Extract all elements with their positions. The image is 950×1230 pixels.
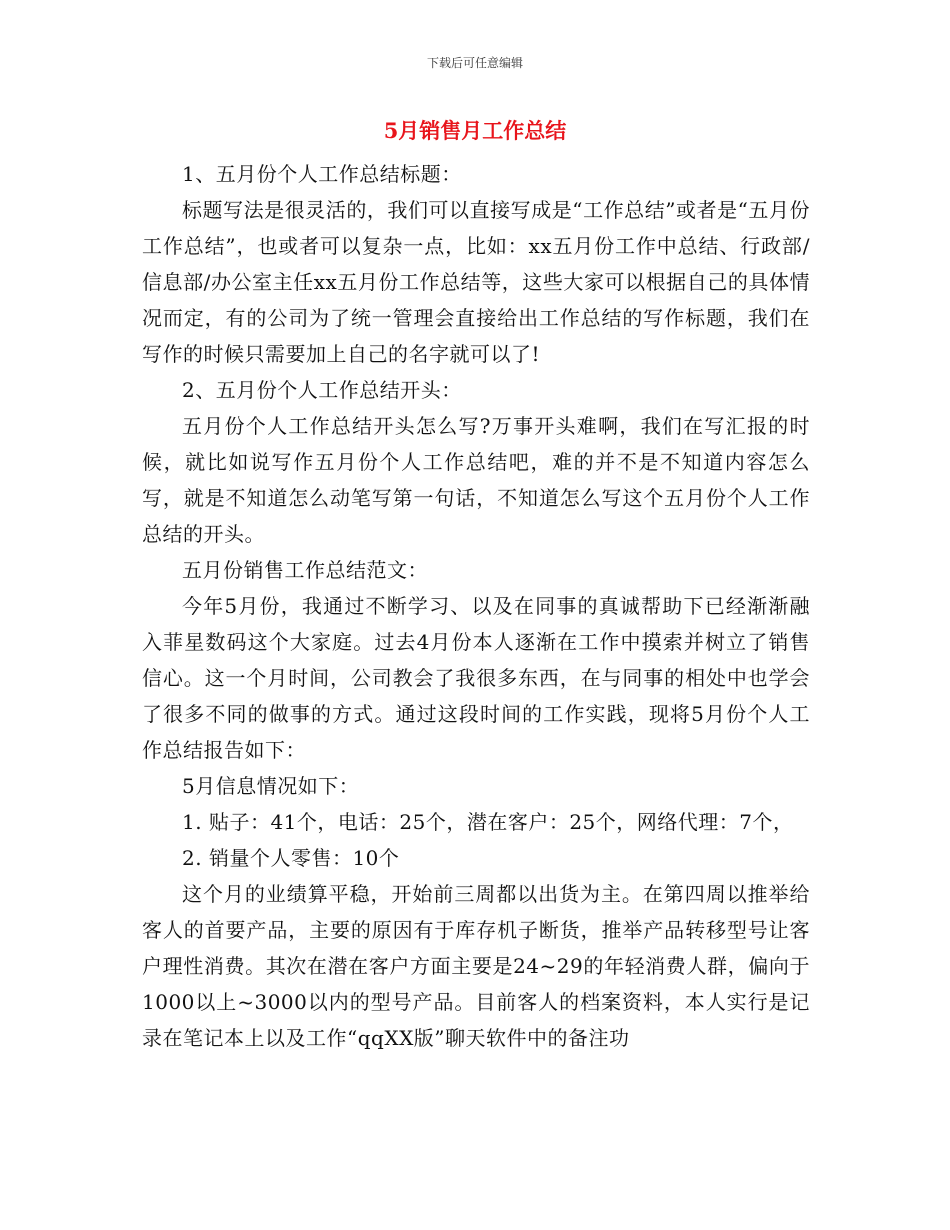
paragraph-info-item: 2. 销量个人零售：10个 — [182, 846, 400, 870]
paragraph-info-heading: 5月信息情况如下： — [182, 774, 360, 798]
paragraph-heading-title: 1、五月份个人工作总结标题： — [182, 162, 462, 186]
paragraph: 标题写法是很灵活的，我们可以直接写成是“工作总结”或者是“五月份工作总结”，也或者可以复杂一点，比如：xx五月份工作中总结、行政部/信息部/办公室主任xx五月份工作总结等，这些大家可以根据自己的具体情况而定，有的公司为了统一管理会直接给出工作总结的写作标题，我们在写作的时候只需要加上自己的名字就可以了! — [142, 198, 810, 366]
document-title: 5月销售月工作总结 — [383, 118, 567, 143]
paragraph-heading-opening: 2、五月份个人工作总结开头： — [182, 378, 462, 402]
paragraph: 这个月的业绩算平稳，开始前三周都以出货为主。在第四周以推举给客人的首要产品，主要的原因有于库存机子断货，推举产品转移型号让客户理性消费。其次在潜在客户方面主要是24~29的年轻消费人群，偏向于1000以上~3000以内的型号产品。目前客人的档案资料，本人实行是记录在笔记本上以及工作“qqXX版”聊天软件中的备注功 — [142, 882, 810, 1050]
paragraph: 五月份个人工作总结开头怎么写?万事开头难啊，我们在写汇报的时候，就比如说写作五月份个人工作总结吧，难的并不是不知道内容怎么写，就是不知道怎么动笔写第一句话，不知道怎么写这个五月份个人工作总结的开头。 — [142, 414, 810, 546]
header-note: 下载后可任意编辑 — [426, 56, 523, 70]
paragraph-heading-sample: 五月份销售工作总结范文： — [182, 558, 428, 582]
paragraph-info-item: 1. 贴子：41个，电话：25个，潜在客户：25个，网络代理：7个， — [182, 810, 794, 834]
paragraph: 今年5月份，我通过不断学习、以及在同事的真诚帮助下已经渐渐融入菲星数码这个大家庭。过去4月份本人逐渐在工作中摸索并树立了销售信心。这一个月时间，公司教会了我很多东西，在与同事的相处中也学会了很多不同的做事的方式。通过这段时间的工作实践，现将5月份个人工作总结报告如下： — [142, 594, 810, 762]
document-body — [142, 156, 810, 1056]
